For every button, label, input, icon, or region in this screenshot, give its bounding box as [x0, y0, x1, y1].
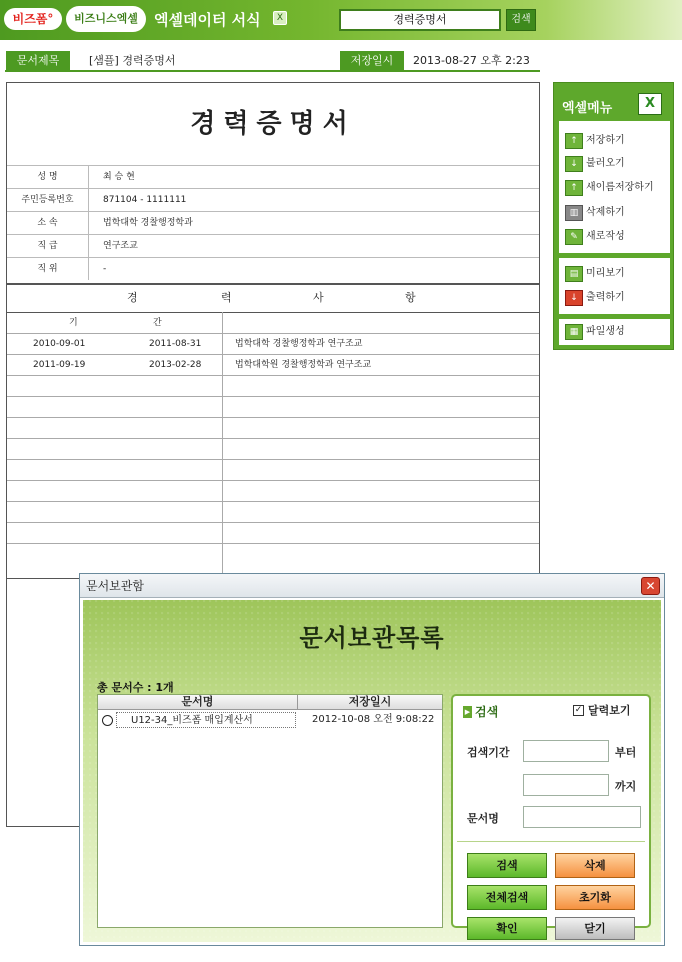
search-button[interactable]: 검색 [467, 853, 547, 878]
dialog-heading: 문서보관목록 [299, 624, 445, 652]
new-document-icon: ✎ [565, 229, 583, 245]
period-to-input[interactable] [523, 774, 609, 796]
field-row [7, 165, 539, 188]
document-count: 총 문서수 : 1개 [97, 681, 174, 694]
field-row [7, 211, 539, 234]
menu-item-save[interactable] [565, 131, 625, 151]
save-date-label: 저장일시 [340, 51, 404, 71]
dialog-titlebar[interactable] [80, 574, 664, 598]
column-header[interactable]: 문서명 [98, 695, 298, 709]
calendar-checkbox-label: 달력보기 [588, 704, 631, 717]
save-icon: ↑ [565, 133, 583, 149]
document-name: U12-34_비즈폼 매입계산서 [116, 712, 296, 728]
table-row [7, 459, 539, 480]
table-row [7, 417, 539, 438]
career-table [7, 312, 539, 578]
table-row [7, 501, 539, 522]
career-title-char: 력 [221, 291, 232, 304]
save-as-icon: ↑ [565, 180, 583, 196]
list-item[interactable] [98, 712, 442, 729]
menu-item-delete[interactable] [565, 203, 625, 223]
menu-item-label: 파일생성 [586, 326, 625, 337]
table-row [7, 522, 539, 543]
field-value: - [103, 264, 107, 274]
field-label: 직 급 [7, 235, 89, 257]
field-value: 연구조교 [103, 241, 138, 251]
to-suffix: 까지 [615, 780, 637, 793]
print-icon: ↓ [565, 290, 583, 306]
career-to: 2013-02-28 [149, 360, 202, 370]
top-bar [0, 0, 682, 40]
menu-item-open[interactable] [565, 154, 625, 174]
menu-item-print[interactable] [565, 288, 625, 308]
menu-item-create-file[interactable] [565, 322, 625, 342]
document-list[interactable] [97, 694, 443, 928]
menu-item-label: 저장하기 [586, 135, 625, 146]
dialog-body [83, 600, 661, 942]
document-heading: 경력증명서 [190, 109, 356, 139]
career-title-char: 항 [405, 291, 416, 304]
field-value: 871104 - 1111111 [103, 195, 187, 205]
field-value: 법학대학 경찰행정학과 [103, 218, 193, 228]
search-panel-title: 검색 [475, 705, 499, 719]
table-row [7, 543, 539, 564]
bizform-logo[interactable]: 비즈폼° [4, 8, 62, 30]
excel-icon: X [638, 93, 662, 115]
ok-button[interactable]: 확인 [467, 917, 547, 940]
close-icon[interactable]: ✕ [641, 577, 660, 595]
career-from: 2010-09-01 [33, 339, 86, 349]
period-from-input[interactable] [523, 740, 609, 762]
table-row [7, 480, 539, 501]
field-label: 소 속 [7, 212, 89, 234]
divider [5, 70, 540, 72]
table-row [7, 396, 539, 417]
menu-item-label: 삭제하기 [586, 207, 625, 218]
table-row [7, 354, 539, 375]
doc-title-label: 문서제목 [6, 51, 70, 71]
menu-item-save-as[interactable] [565, 178, 654, 198]
career-from: 2011-09-19 [33, 360, 86, 370]
search-all-button[interactable]: 전체검색 [467, 885, 547, 910]
menu-group [559, 121, 670, 253]
dialog-title: 문서보관함 [86, 579, 144, 593]
menu-item-label: 불러오기 [586, 158, 625, 169]
preview-icon: ▤ [565, 266, 583, 282]
table-row [7, 333, 539, 354]
radio-button[interactable] [102, 715, 113, 726]
doc-name-label: 문서명 [467, 812, 499, 825]
search-input[interactable]: 경력증명서 [339, 9, 501, 31]
list-header [98, 695, 442, 710]
document-archive-dialog [79, 573, 665, 946]
career-description: 법학대학원 경찰행정학과 연구조교 [235, 360, 372, 370]
menu-item-preview[interactable] [565, 264, 625, 284]
field-label: 직 위 [7, 258, 89, 280]
menu-item-new[interactable] [565, 227, 625, 247]
menu-item-label: 출력하기 [586, 292, 625, 303]
excel-menu-title: 엑셀메뉴 [562, 101, 613, 116]
period-label: 검색기간 [467, 746, 510, 759]
excel-icon: X [273, 11, 287, 25]
field-row [7, 234, 539, 257]
delete-button[interactable]: 삭제 [555, 853, 635, 878]
doc-name-input[interactable] [523, 806, 641, 828]
app-title: 엑셀데이터 서식 [154, 11, 261, 29]
field-value: 최 승 현 [103, 172, 135, 182]
column-header: 간 [153, 318, 162, 328]
business-excel-logo[interactable]: 비즈니스엑셀 [66, 6, 146, 32]
doc-title-value: [샘플] 경력증명서 [89, 54, 176, 67]
reset-button[interactable]: 초기화 [555, 885, 635, 910]
career-section-title [7, 283, 539, 311]
table-row [7, 375, 539, 396]
column-divider [222, 312, 223, 578]
from-suffix: 부터 [615, 746, 637, 759]
menu-group [559, 319, 670, 345]
excel-menu [553, 82, 674, 350]
field-row [7, 188, 539, 211]
career-description: 법학대학 경찰행정학과 연구조교 [235, 339, 363, 349]
trash-icon: ▥ [565, 205, 583, 221]
menu-item-label: 새이름저장하기 [586, 182, 654, 193]
column-header: 기 [69, 318, 78, 328]
menu-item-label: 미리보기 [586, 268, 625, 279]
save-date-value: 2013-08-27 오후 2:23 [413, 54, 530, 67]
field-label: 성 명 [7, 166, 89, 188]
column-header[interactable]: 저장일시 [348, 695, 392, 708]
menu-group [559, 258, 670, 314]
field-row [7, 257, 539, 280]
close-button[interactable]: 닫기 [555, 917, 635, 940]
calendar-checkbox[interactable]: ✓ [574, 705, 583, 715]
open-icon: ↓ [565, 156, 583, 172]
career-to: 2011-08-31 [149, 339, 202, 349]
search-button[interactable]: 검색 [506, 9, 536, 31]
divider [457, 841, 645, 842]
table-row [7, 438, 539, 459]
arrow-icon: ▶ [464, 708, 471, 716]
field-label: 주민등록번호 [7, 189, 89, 211]
document-date: 2012-10-08 오전 9:08:22 [312, 714, 435, 725]
career-title-char: 경 [127, 291, 138, 304]
menu-item-label: 새로작성 [586, 231, 625, 242]
career-title-char: 사 [313, 291, 324, 304]
search-panel [451, 694, 651, 935]
file-create-icon: ▦ [565, 324, 583, 340]
